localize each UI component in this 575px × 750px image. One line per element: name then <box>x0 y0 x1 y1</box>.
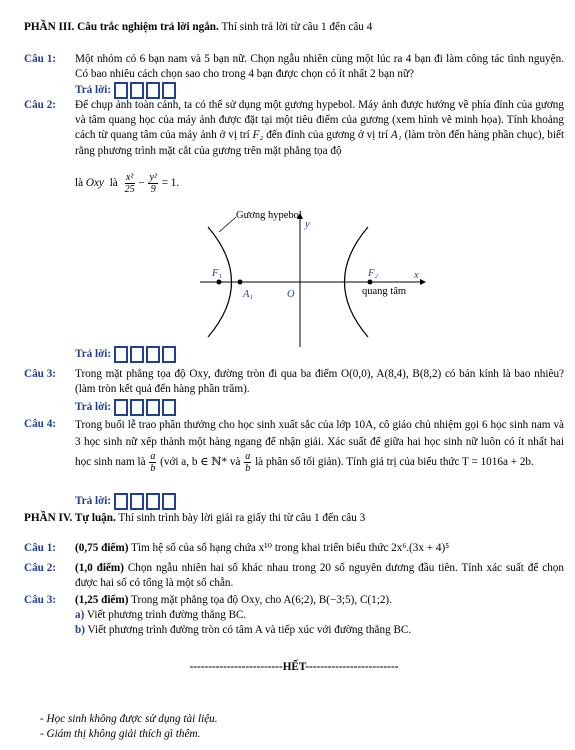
point-f1 <box>217 280 222 285</box>
equation-end: = 1. <box>161 177 180 190</box>
note-item: - Giám thị không giải thích gì thêm. <box>40 728 201 741</box>
f2-symbol: F₂ <box>252 129 264 142</box>
answer-box[interactable] <box>130 82 144 99</box>
origin-label: O <box>287 289 295 300</box>
hyperbola-figure <box>190 205 430 350</box>
center-label: quang tâm <box>362 286 407 297</box>
question-label: Câu 4: <box>24 418 57 430</box>
question-text: đến đỉnh của gương ở vị trí <box>266 129 389 142</box>
answer-box[interactable] <box>162 346 176 363</box>
question-label: Câu 3: <box>24 594 57 606</box>
part3-desc: Thí sinh trả lời từ câu 1 đến câu 4 <box>218 21 373 33</box>
fraction-y: $\frac{\text{y²}}{9}$ <box>149 172 157 195</box>
answer-label: Trả lời: <box>75 494 112 507</box>
question-text: (làm tròn đến hàng phần chục), biết rằng phương trình mặt cắt của gương trên mặt phẳng tọa độ <box>75 129 565 157</box>
answer-box[interactable] <box>114 493 128 510</box>
answer-box[interactable] <box>130 346 144 363</box>
answer-box[interactable] <box>146 493 160 510</box>
part3-title: PHẦN III. Câu trắc nghiệm trả lời ngắn. <box>24 21 219 33</box>
answer-box[interactable] <box>130 493 144 510</box>
hyperbola-equation: là Oxy là $\frac{\text{x²}}{25}$ − $\frac{\text{y²}}{9}$ = 1. <box>75 172 180 195</box>
question-3 <box>24 367 564 397</box>
answer-box[interactable] <box>114 82 128 99</box>
points: (1,0 điểm) <box>75 562 124 574</box>
answer-row-2 <box>75 345 178 364</box>
fraction-a-b: $\frac{a}{b}$ <box>245 451 251 474</box>
answer-box[interactable] <box>130 399 144 416</box>
subpart-a-text: Viết phương trình đường thẳng BC. <box>84 609 247 622</box>
question-text: Trong mặt phẳng tọa độ Oxy, đường tròn đi qua ba điểm O(0,0), A(8,4), B(8,2) có bán kính là bao nhiêu? (làm tròn kết quả đến hàng phần trăm). <box>75 368 564 396</box>
essay-3 <box>24 593 564 639</box>
point-a1 <box>238 280 243 285</box>
question-text: Trong buổi lễ trao phần thưởng cho học sinh xuất sắc của lớp 10A, cô giáo chủ nhiệm gọi 6 học sinh nam và 3 học sinh nữ xếp thành một hàng ngang để nhận giải. Xác suất để giữa hai học sinh nữ luôn có ít nhất hai học sinh nam là <box>75 419 564 469</box>
oxy-symbol: Oxy <box>85 177 104 190</box>
question-text: Tìm hệ số của số hạng chứa x¹⁰ trong khai triển biểu thức 2x⁶.(3x + 4)⁵ <box>128 542 450 554</box>
answer-label: Trả lời: <box>75 83 112 96</box>
answer-row-4 <box>75 492 178 511</box>
fraction-a-b: $\frac{a}{b}$ <box>150 451 156 474</box>
answer-label: Trả lời: <box>75 347 112 360</box>
question-text: Để chụp ảnh toàn cảnh, ta có thể sử dụng một gương hypebol. Máy ảnh được hướng về phía đỉnh của gương và tâm quang học của máy ảnh được đặt tại một tiêu điểm của gương (xem hình vẽ minh họa). Tính khoảng cách từ quang tâm của máy ảnh ở vị trí <box>75 99 564 142</box>
question-label: Câu 2: <box>24 99 57 111</box>
part4-heading <box>24 511 564 526</box>
mirror-label: Gương hypebol <box>236 210 302 221</box>
f1-label: F₁ <box>212 268 223 279</box>
answer-box[interactable] <box>146 346 160 363</box>
question-text: Chọn ngẫu nhiên hai số khác nhau trong 20 số nguyên dương đầu tiên. Tính xác suất để chọn được hai số có tổng là một số chẵn. <box>75 562 564 590</box>
part4-desc: Thí sinh trình bày lời giải ra giấy thi từ câu 1 đến câu 3 <box>115 512 366 524</box>
answer-box[interactable] <box>162 82 176 99</box>
question-text: Một nhóm có 6 bạn nam và 5 bạn nữ. Chọn ngẫu nhiên cùng một lúc ra 4 bạn đi làm công tác tình nguyện. Có bao nhiêu cách chọn sao cho trong 4 bạn được chọn có ít nhất 2 bạn nữ? <box>75 53 564 81</box>
question-label: Câu 1: <box>24 542 57 554</box>
question-2 <box>24 98 564 159</box>
answer-box[interactable] <box>146 82 160 99</box>
answer-box[interactable] <box>146 399 160 416</box>
answer-box[interactable] <box>162 399 176 416</box>
subpart-b-text: Viết phương trình đường tròn có tâm A và tiếp xúc với đường thẳng BC. <box>84 624 412 637</box>
question-text: Trong mặt phẳng tọa độ Oxy, cho A(6;2), B(−3;5), C(1;2). <box>128 594 392 606</box>
end-marker: -------------------------HẾT------------------------- <box>189 661 399 673</box>
answer-box[interactable] <box>162 493 176 510</box>
part4-title: PHẦN IV. Tự luận. <box>24 512 116 524</box>
notes <box>40 712 218 742</box>
question-text: (với a, b ∈ ℕ* và <box>160 456 241 469</box>
answer-box[interactable] <box>114 346 128 363</box>
f2-label: F₂ <box>368 268 379 279</box>
answer-row-3 <box>75 398 178 417</box>
points: (1,25 điểm) <box>75 594 129 606</box>
question-label: Câu 1: <box>24 53 57 65</box>
question-text: là phân số tối giản). Tính giá trị của biểu thức T = 1016a + 2b. <box>255 456 534 469</box>
subpart-a: a) <box>75 609 85 622</box>
subpart-b: b) <box>75 624 85 637</box>
fraction-x: $\frac{\text{x²}}{25}$ <box>124 172 135 195</box>
essay-2 <box>24 561 564 591</box>
question-label: Câu 2: <box>24 562 57 574</box>
answer-label: Trả lời: <box>75 400 112 413</box>
question-label: Câu 3: <box>24 368 57 380</box>
equation-prefix: là <box>75 177 84 190</box>
points: (0,75 điểm) <box>75 542 129 554</box>
part3-heading <box>24 20 564 35</box>
y-axis-label: y <box>305 219 310 230</box>
answer-box[interactable] <box>114 399 128 416</box>
note-item: - Học sinh không được sử dụng tài liệu. <box>40 713 218 725</box>
point-f2 <box>368 280 373 285</box>
question-4 <box>24 417 564 474</box>
x-axis-label: x <box>414 270 419 281</box>
essay-1 <box>24 541 564 556</box>
a1-label: A₁ <box>243 289 254 300</box>
question-1 <box>24 52 564 82</box>
a1-symbol: A₁ <box>390 129 402 142</box>
